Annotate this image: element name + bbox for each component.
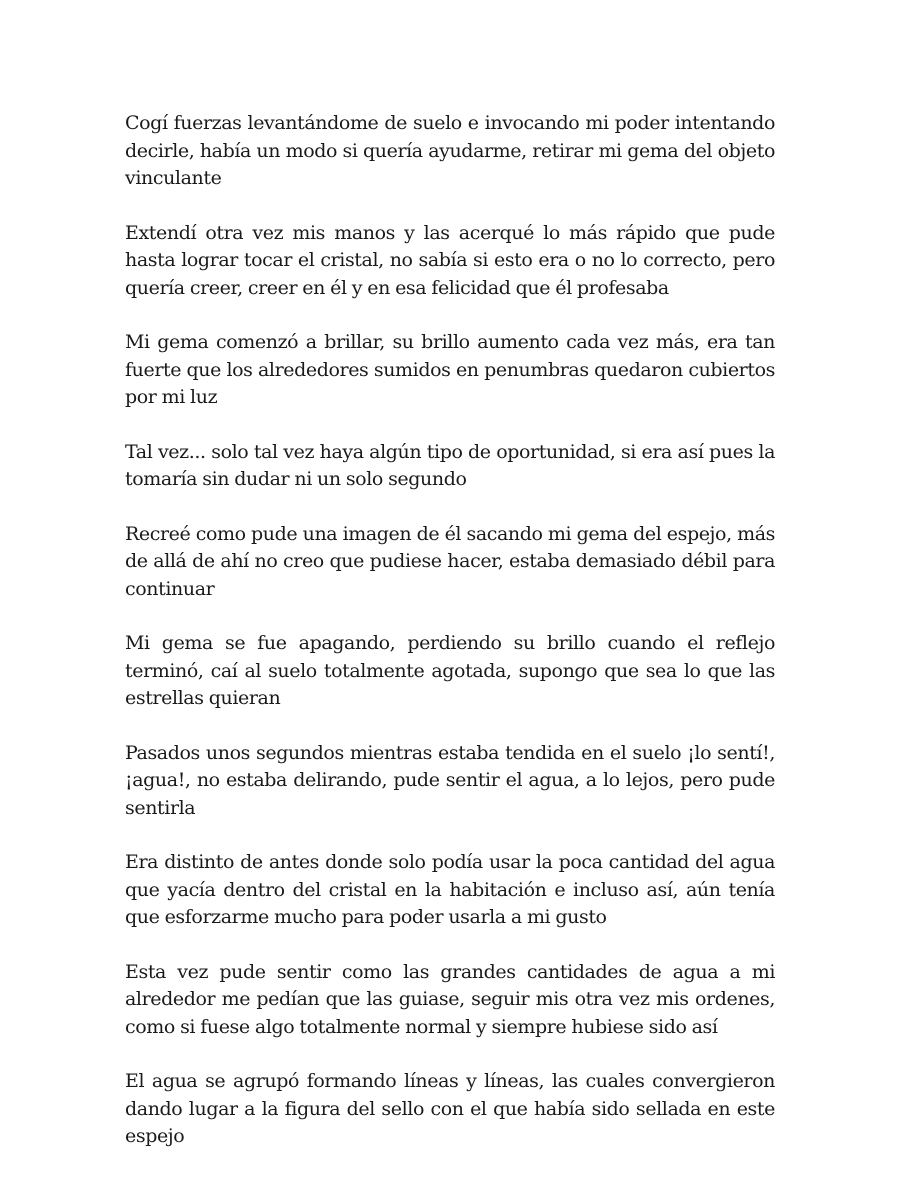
document-body [125,110,775,1178]
paragraph-8: Era distinto de antes donde solo podía usar la poca cantidad del agua que yacía dentro del cristal en la habitación e incluso así, aún tenía que esforzarme mucho para poder usarla a mi gusto [125,851,775,928]
paragraph-6: Mi gema se fue apagando, perdiendo su brillo cuando el reflejo terminó, caí al suelo totalmente agotada, supongo que sea lo que las estrellas quieran [125,632,775,709]
paragraph-3: Mi gema comenzó a brillar, su brillo aumento cada vez más, era tan fuerte que los alrededores sumidos en penumbras quedaron cubiertos por mi luz [125,331,775,408]
paragraph-10: El agua se agrupó formando líneas y líneas, las cuales convergieron dando lugar a la figura del sello con el que había sido sellada en este espejo [125,1070,775,1147]
paragraph-1: Cogí fuerzas levantándome de suelo e invocando mi poder intentando decirle, había un modo si quería ayudarme, retirar mi gema del objeto vinculante [125,112,775,189]
paragraph-9: Esta vez pude sentir como las grandes cantidades de agua a mi alrededor me pedían que las guiase, seguir mis otra vez mis ordenes, como si fuese algo totalmente normal y siempre hubiese sido así [125,960,775,1038]
paragraph-7: Pasados unos segundos mientras estaba tendida en el suelo ¡lo sentí!, ¡agua!, no estaba delirando, pude sentir el agua, a lo lejos, pero pude sentirla [125,741,775,819]
paragraph-2: Extendí otra vez mis manos y las acerqué lo más rápido que pude hasta lograr tocar el cristal, no sabía si esto era o no lo correcto, pero quería creer, creer en él y en esa felicidad que él profesaba [125,221,775,299]
paragraph-4: Tal vez... solo tal vez haya algún tipo de oportunidad, si era así pues la tomaría sin dudar ni un solo segundo [125,440,775,490]
paragraph-5: Recreé como pude una imagen de él sacando mi gema del espejo, más de allá de ahí no creo que pudiese hacer, estaba demasiado débil para continuar [125,522,775,600]
